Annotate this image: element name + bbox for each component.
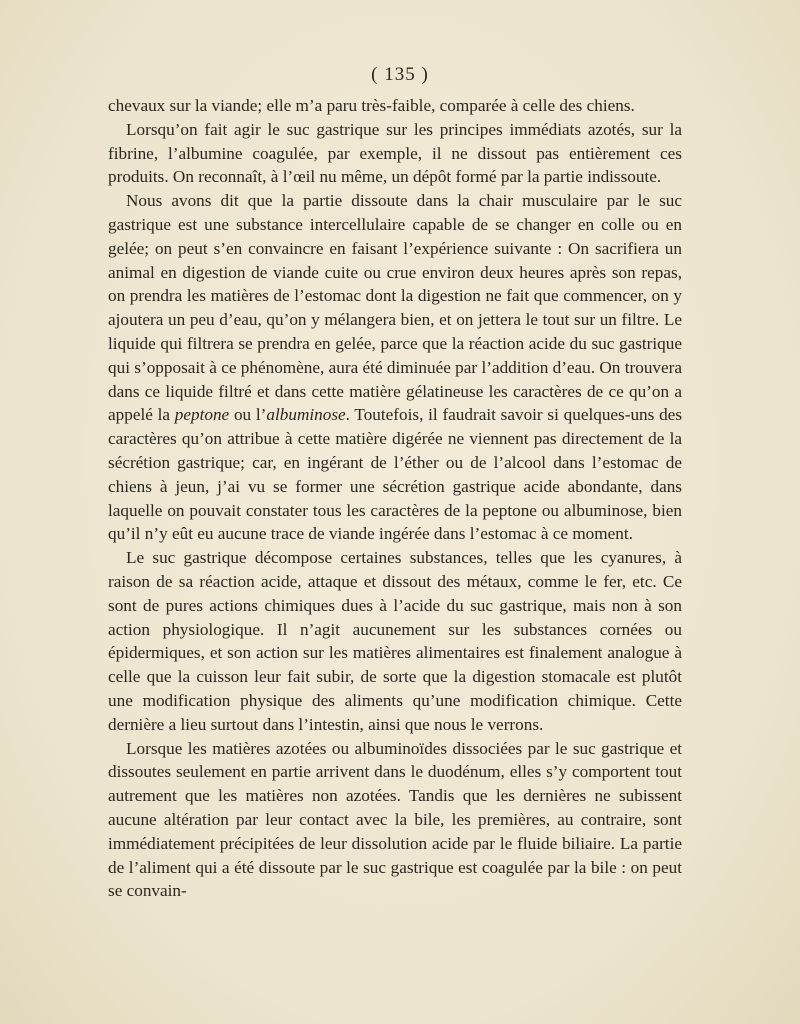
paragraph	[108, 737, 682, 904]
text-run: . Toutefois, il faudrait savoir si quelques-uns des caractères qu’on attribue à cette matière digérée ne viennent pas directement de la sécrétion gastrique; car, en ingérant de l’éther ou de l’alcool dans l’estomac de chiens à jeun, j’ai vu se former une sécrétion gastrique acide abondante, dans laquelle on pouvait constater tous les caractères de la peptone ou albuminose, bien qu’il n’y eût eu aucune trace de viande ingérée dans l’estomac à ce moment.	[108, 405, 683, 544]
text-run: Lorsqu’on fait agir le suc gastrique sur les principes immédiats azotés, sur la fibrine, l’albumine coagulée, par exemple, il ne dissout pas entièrement ces produits. On reconnaît, à l’œil nu même, un dépôt formé par la partie indissoute.	[108, 119, 682, 187]
italic-term: albuminose	[266, 405, 346, 425]
paragraph	[108, 94, 682, 118]
text-run: Lorsque les matières azotées ou albuminoïdes dissociées par le suc gastrique et dissoutes seulement en partie arrivent dans le duodénum, elles s’y comportent tout autrement que les matières non azotées. Tandis que les dernières ne subissent aucune altération par leur contact avec la bile, les premières, au contraire, sont immédiatement précipitées de leur dissolution acide par le fluide biliaire. La partie de l’aliment qui a été dissoute par le suc gastrique est coagulée par la bile : on peut se convain-	[108, 738, 682, 901]
text-run: Le suc gastrique décompose certaines substances, telles que les cyanures, à raison de sa réaction acide, attaque et dissout des métaux, comme le fer, etc. Ce sont de pures actions chimiques dues à l’acide du suc gastrique, mais non à son action physiologique. Il n’agit aucunement sur les substances cornées ou épidermiques, et son action sur les matières alimentaires est finalement analogue à celle que la cuisson leur fait subir, de sorte que la digestion stomacale est plutôt une modification physique des aliments qu’une modification chimique. Cette dernière a lieu surtout dans l’intestin, ainsi que nous le verrons.	[108, 548, 682, 734]
text-run: ou l’	[229, 405, 267, 425]
body-text	[108, 94, 682, 903]
italic-term: peptone	[174, 405, 230, 425]
text-run: Nous avons dit que la partie dissoute dans la chair musculaire par le suc gastrique est une substance intercellulaire capable de se changer en colle ou en gelée; on peut s’en convaincre en faisant l’expérience suivante : On sacrifiera un animal en digestion de viande cuite ou crue environ deux heures après son repas, on prendra les matières de l’estomac dont la digestion ne fait que commencer, on y ajoutera un peu d’eau, qu’on y mélangera bien, et on jettera le tout sur un filtre. Le liquide qui filtrera se prendra en gelée, parce que la réaction acide du suc gastrique qui s’opposait à ce phénomène, aura été diminuée par l’addition d’eau. On trouvera dans ce liquide filtré et dans cette matière gélatineuse les caractères de ce qu’on a appelé la	[108, 191, 682, 425]
paragraph	[108, 189, 682, 546]
paragraph	[108, 546, 682, 736]
page-number: ( 135 )	[371, 64, 429, 85]
paragraph	[108, 118, 682, 189]
text-run: chevaux sur la viande; elle m’a paru très-faible, comparée à celle des chiens.	[108, 96, 635, 115]
